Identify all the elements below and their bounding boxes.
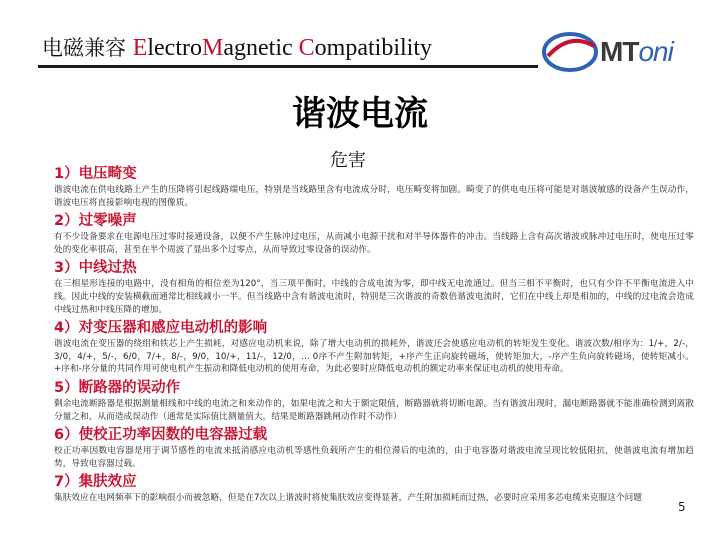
header-word-agnetic: agnetic: [223, 35, 299, 61]
section-heading: 3）中线过热: [54, 260, 137, 277]
section-text: 谐波电流在变压器的绕组和铁芯上产生损耗，对感应电动机来说，除了增大电动机的损耗外，谐波还会使感应电动机的转矩发生变化。谐波次数/相序为：1/+，2/-，3/0，4/+，5/-，6/0，7/+，8/-，9/0，10/+，11/-，12/0，… 0序不产生附加转矩，+序产生正向旋转磁场，使转矩加大，-序产生负向旋转磁场，使转矩减小。+序和-序分量的共同作用可使电机产生振动和降低电动机的使用寿命，为此必要时应降低电动机的额定功率来保证电动机的使用寿命。: [54, 339, 694, 375]
slide-header: [0, 0, 720, 72]
logo-text-oni: oni: [638, 36, 673, 67]
logo-text-mt: MT: [600, 36, 639, 67]
section-heading: 4）对变压器和感应电动机的影响: [54, 320, 268, 337]
header-letter-m: M: [202, 35, 224, 61]
page-number: 5: [678, 500, 686, 514]
header-word-ompatibility: ompatibility: [314, 35, 432, 61]
logo-swoosh-icon: [540, 26, 600, 76]
header-letter-e: E: [132, 35, 148, 61]
page-title: 谐波电流: [292, 94, 428, 134]
section-heading: 2）过零噪声: [54, 213, 137, 230]
section-text: 在三相星形连接的电路中，没有相角的相位差为120°，当三项平衡时，中线的合成电流为零，即中线无电流通过。但当三相不平衡时，也只有少许不平衡电流进入中线。因此中线的安装横截面通常比相线减小一半。但当线路中含有谐波电流时，特别是三次谐波的奇数倍谐波电流时，它们在中线上却是相加的，中线的过电流会造成中线过热和中线压降的增加。: [54, 279, 694, 315]
header-title-cn: 电磁兼容: [42, 36, 133, 60]
section-text: 集肤效应在电网频率下的影响很小而被忽略，但是在7次以上谐波时将使集肤效应变得显著，产生附加损耗而过热，必要时应采用多芯电缆来克服这个问题: [54, 493, 643, 504]
section-subtitle: 危害: [330, 150, 366, 171]
content-body: [54, 164, 694, 507]
mtoni-logo: [540, 26, 700, 76]
header-title: [42, 32, 432, 62]
header-word-lectro: lectro: [147, 35, 202, 61]
header-letter-c: C: [298, 35, 315, 61]
section-heading: 5）断路器的误动作: [54, 379, 181, 396]
header-divider: [38, 65, 538, 68]
header-title-en: [133, 35, 432, 61]
section-heading: 7）集肤效应: [54, 474, 137, 491]
section-text: 有不少设备要求在电源电压过零时接通设备，以便不产生脉冲过电压，从而减小电源干扰和对半导体器件的冲击。当线路上含有高次谐波或脉冲过电压时，使电压过零处的变化率很高，甚至在半个周波了显出多个过零点，从而导致过零设备的误动作。: [54, 232, 694, 255]
section-heading: 1）电压畸变: [54, 166, 137, 182]
section-heading: 6）使校正功率因数的电容器过载: [54, 427, 268, 444]
section-text: 剩余电流断路器是根据测量相线和中线的电流之和来动作的，如果电流之和大于额定限值，断路器就将切断电源。当有谐波出现时，漏电断路器就不能准确检测到离散分量之和，从而造成误动作（通常是实际值比测量值大，结果是断路器跳闸动作时不动作）: [54, 398, 694, 422]
section-text: 校正功率因数电容器是用于调节感性的电流来抵消感应电动机等感性负载所产生的相位滞后的电流的，由于电容器对谐波电流呈现比较低阻抗，使谐波电流有增加趋势，导致电容器过载。: [54, 446, 694, 469]
section-text: 谐波电流在供电线路上产生的压降将引起线路端电压，特别是当线路里含有电流成分时，电压畸变将加剧。畸变了的供电电压将可能是对谐波敏感的设备产生误动作，谐波电压将直接影响电视的图像质。: [54, 185, 694, 208]
logo-text: [600, 36, 673, 68]
